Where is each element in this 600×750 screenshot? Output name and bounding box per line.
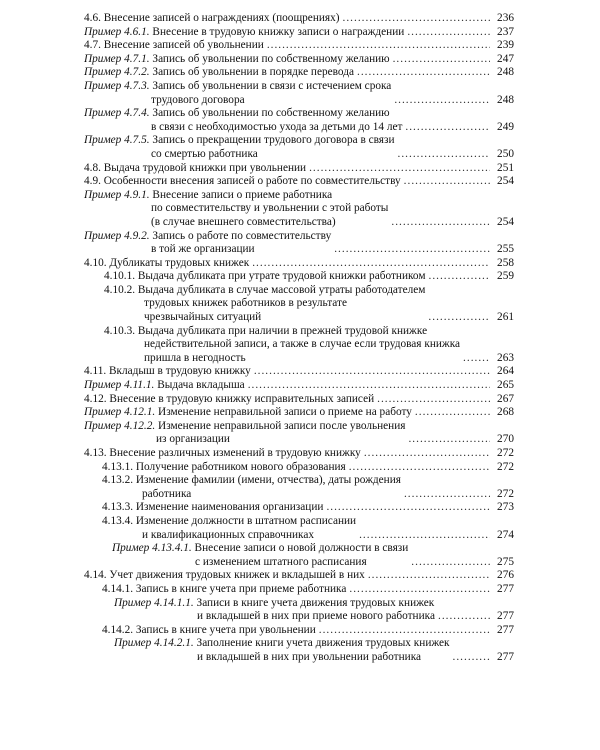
page-number: 251 — [497, 161, 514, 174]
toc-entry[interactable] — [84, 515, 514, 542]
toc-entry-title: Запись об увольнении по собственному желанию — [152, 52, 390, 65]
toc-entry-title: 4.14.1. Запись в книге учета при приеме работника — [102, 582, 347, 595]
toc-entry[interactable] — [84, 474, 514, 501]
dot-leader — [438, 610, 490, 624]
toc-entry[interactable] — [84, 53, 514, 67]
toc-entry-line — [84, 406, 412, 420]
toc-entry-text — [84, 80, 391, 107]
toc-entry-line: и квалификационных справочниках — [142, 528, 315, 541]
toc-entry[interactable] — [84, 257, 514, 271]
toc-entry[interactable] — [84, 447, 514, 461]
example-label: Пример 4.7.1. — [84, 52, 150, 65]
toc-entry-text — [84, 420, 405, 447]
example-label: Пример 4.7.5. — [84, 134, 150, 147]
page-number: 247 — [497, 52, 514, 65]
toc-entry-text — [84, 230, 331, 257]
dot-leader — [254, 365, 490, 379]
toc-entry[interactable] — [84, 270, 514, 284]
dot-leader — [393, 53, 490, 67]
toc-entry-text — [102, 474, 401, 501]
toc-entry-text — [102, 624, 316, 638]
toc-entry-line — [84, 230, 331, 244]
page-number: 249 — [497, 120, 514, 133]
page-number: 272 — [497, 460, 514, 473]
dot-leader — [326, 501, 490, 515]
toc-entry-line — [114, 637, 450, 651]
toc-entry-text — [114, 637, 450, 664]
dot-leader — [368, 569, 490, 583]
toc-entry-title: 4.10. Дубликаты трудовых книжек — [84, 256, 250, 269]
toc-entry-text — [84, 53, 390, 67]
toc-entry-text — [84, 365, 251, 379]
dot-leader — [343, 12, 490, 26]
toc-entry-text — [102, 515, 356, 542]
dot-leader — [407, 26, 490, 40]
example-label: Пример 4.6.1. — [84, 25, 150, 38]
page-number: 248 — [497, 93, 514, 106]
toc-entry-line — [84, 66, 354, 80]
page-number: 248 — [497, 66, 514, 79]
toc-entry-text — [84, 406, 412, 420]
toc-entry[interactable] — [84, 365, 514, 379]
toc-entry[interactable] — [84, 107, 514, 134]
toc-entry-text — [84, 257, 249, 271]
toc-entry-line — [104, 284, 425, 298]
example-label: Пример 4.11.1. — [84, 379, 155, 392]
dot-leader — [404, 488, 490, 502]
example-label: Пример 4.14.2.1. — [114, 637, 194, 650]
toc-entry[interactable] — [84, 406, 514, 420]
toc-entry-text — [84, 26, 404, 40]
example-label: Пример 4.7.3. — [84, 79, 150, 92]
toc-entry-line: пришла в негодность — [144, 351, 246, 364]
toc-entry-line — [102, 624, 316, 638]
page-number: 255 — [497, 243, 514, 256]
toc-entry[interactable] — [84, 162, 514, 176]
page-number: 277 — [497, 623, 514, 636]
toc-entry-line: из организации — [156, 433, 230, 446]
dot-leader — [411, 556, 490, 570]
page-number: 263 — [497, 351, 514, 364]
toc-entry-line — [104, 325, 460, 339]
toc-entry-line — [114, 597, 435, 611]
page-number: 254 — [497, 175, 514, 188]
toc-entry-line: недействительной записи, а также в случае если трудовая книжка — [144, 338, 461, 351]
toc-entry-title: 4.14. Учет движения трудовых книжек и вкладышей в них — [84, 569, 365, 582]
page-number: 277 — [497, 582, 514, 595]
toc-entry-line: работника — [142, 487, 192, 500]
toc-entry[interactable] — [84, 461, 514, 475]
dot-leader — [428, 311, 490, 325]
toc-entry-title: 4.13.4. Изменение должности в штатном расписании — [102, 514, 357, 527]
toc-entry-line: и вкладышей в них при увольнении работника — [197, 650, 422, 663]
toc-entry[interactable] — [84, 80, 514, 107]
dot-leader — [252, 257, 490, 271]
toc-entry-line: в той же организации — [151, 243, 255, 256]
toc-entry-line — [84, 39, 264, 53]
toc-entry-line: по совместительству и увольнении с этой работы — [151, 202, 389, 215]
toc-entry-line: чрезвычайных ситуаций — [144, 311, 262, 324]
page-number: 250 — [497, 147, 514, 160]
page-number: 265 — [497, 379, 514, 392]
page-number: 264 — [497, 365, 514, 378]
toc-entry-line: (в случае внешнего совместительства) — [151, 215, 336, 228]
toc-entry-text — [102, 461, 346, 475]
toc-entry[interactable] — [84, 379, 514, 393]
toc-entry[interactable] — [84, 189, 514, 230]
toc-entry-title: 4.13. Внесение различных изменений в трудовую книжку — [84, 447, 361, 459]
toc-entry-line — [102, 583, 346, 597]
toc-entry-title: 4.13.3. Изменение наименования организации — [102, 501, 324, 514]
toc-entry-text — [84, 393, 374, 407]
toc-entry-text — [84, 447, 361, 461]
toc-entry-line: трудового договора — [151, 93, 245, 106]
toc-entry-line — [84, 53, 390, 67]
dot-leader — [453, 651, 490, 665]
toc-entry-line — [84, 447, 361, 461]
toc-entry-text — [84, 379, 245, 393]
dot-leader — [319, 624, 490, 638]
toc-entry-text — [104, 325, 460, 366]
toc-entry-text — [84, 66, 354, 80]
page-number: 254 — [497, 215, 514, 228]
toc-entry-line — [84, 162, 306, 176]
dot-leader — [349, 583, 490, 597]
page-number: 273 — [497, 501, 514, 514]
page-number: 261 — [497, 311, 514, 324]
toc-entry-line — [84, 569, 365, 583]
toc-entry[interactable] — [84, 325, 514, 366]
page-number: 258 — [497, 256, 514, 269]
dot-leader — [248, 379, 490, 393]
toc-entry[interactable] — [84, 624, 514, 638]
toc-entry[interactable] — [84, 134, 514, 161]
dot-leader — [334, 243, 490, 257]
toc-entry-title: Выдача вкладыша — [157, 379, 245, 392]
toc-entry-text — [84, 162, 306, 176]
toc-entry-title: Записи в книге учета движения трудовых книжек — [196, 596, 435, 609]
toc-entry-line — [84, 379, 245, 393]
toc-entry-title: 4.12. Внесение в трудовую книжку исправительных записей — [84, 392, 375, 405]
toc-entry[interactable] — [84, 393, 514, 407]
toc-entry-title: Запись об увольнении в связи с истечением срока — [152, 79, 392, 92]
toc-entry-text — [84, 569, 365, 583]
toc-entry-title: 4.13.1. Получение работником нового образования — [102, 460, 346, 473]
dot-leader — [391, 216, 490, 230]
toc-entry-line — [84, 175, 401, 189]
page-number: 275 — [497, 555, 514, 568]
toc-entry[interactable] — [84, 12, 514, 26]
toc-entry-title: 4.10.3. Выдача дубликата при наличии в прежней трудовой книжке — [104, 324, 428, 337]
toc-entry-line: с изменением штатного расписания — [195, 555, 367, 568]
page-number: 277 — [497, 650, 514, 663]
toc-entry-line: со смертью работника — [151, 147, 258, 160]
toc-entry-line: и вкладышей в них при приеме нового работника — [197, 610, 435, 623]
dot-leader — [398, 148, 490, 162]
toc-entry-line — [84, 393, 374, 407]
example-label: Пример 4.13.4.1. — [112, 542, 192, 555]
toc-entry[interactable] — [84, 66, 514, 80]
example-label: Пример 4.12.2. — [84, 419, 156, 432]
toc-entry-title: 4.8. Выдача трудовой книжки при увольнении — [84, 161, 307, 174]
toc-entry[interactable] — [84, 637, 514, 664]
toc-entry-line — [84, 257, 249, 271]
example-label: Пример 4.9.1. — [84, 188, 150, 201]
toc-entry-title: 4.14.2. Запись в книге учета при увольнении — [102, 623, 316, 636]
toc-entry-text — [112, 542, 408, 569]
toc-entry-line — [84, 420, 405, 434]
toc-entry[interactable] — [84, 597, 514, 624]
toc-entry-title: Запись об увольнении по собственному желанию — [152, 107, 390, 120]
dot-leader — [408, 433, 490, 447]
toc-entry-text — [84, 12, 340, 26]
toc-entry-line — [84, 80, 391, 94]
toc-entry-line: в связи с необходимостью ухода за детьми до 14 лет — [151, 120, 403, 133]
dot-leader — [359, 529, 490, 543]
toc-entry[interactable] — [84, 569, 514, 583]
page-number: 277 — [497, 610, 514, 623]
toc-entry-text — [104, 270, 426, 284]
page-number: 270 — [497, 433, 514, 446]
toc-entry-title: Изменение неправильной записи после увольнения — [158, 419, 406, 432]
example-label: Пример 4.14.1.1. — [114, 596, 194, 609]
toc-entry-title: Заполнение книги учета движения трудовых книжек — [196, 637, 450, 650]
toc-entry[interactable] — [84, 583, 514, 597]
page-number: 268 — [497, 406, 514, 419]
toc-entry-line — [112, 542, 408, 556]
toc-entry-title: 4.11. Вкладыш в трудовую книжку — [84, 365, 251, 378]
example-label: Пример 4.9.2. — [84, 229, 150, 242]
toc-entry-title: 4.10.2. Выдача дубликата в случае массовой утраты работодателем — [104, 283, 426, 296]
toc-entry[interactable] — [84, 230, 514, 257]
toc-entry[interactable] — [84, 39, 514, 53]
dot-leader — [309, 162, 490, 176]
toc-entry-line — [84, 107, 402, 121]
toc-entry-title: Внесение записи о новой должности в связи — [194, 542, 409, 555]
table-of-contents — [84, 12, 514, 665]
toc-entry[interactable] — [84, 284, 514, 325]
toc-entry-line: трудовых книжек работников в результате — [144, 297, 347, 310]
toc-entry[interactable] — [84, 501, 514, 515]
toc-entry-title: Внесение записи о приеме работника — [152, 188, 333, 201]
toc-entry[interactable] — [84, 420, 514, 447]
toc-entry-text — [102, 501, 323, 515]
toc-entry-text — [84, 175, 401, 189]
toc-entry-line — [102, 501, 323, 515]
toc-entry-title: 4.9. Особенности внесения записей о работе по совместительству — [84, 175, 401, 188]
page-number: 259 — [497, 270, 514, 283]
dot-leader — [364, 447, 490, 461]
page-number: 274 — [497, 528, 514, 541]
dot-leader — [357, 66, 490, 80]
toc-entry-title: 4.13.2. Изменение фамилии (имени, отчества), даты рождения — [102, 474, 401, 487]
dot-leader — [405, 121, 490, 135]
toc-entry-text — [84, 107, 402, 134]
toc-entry[interactable] — [84, 542, 514, 569]
toc-entry-text — [114, 597, 435, 624]
toc-entry-text — [102, 583, 346, 597]
page-number: 239 — [497, 39, 514, 52]
toc-entry-line — [84, 26, 404, 40]
example-label: Пример 4.12.1. — [84, 406, 156, 419]
toc-entry-line — [102, 461, 346, 475]
page-number: 272 — [497, 447, 514, 459]
toc-entry[interactable] — [84, 175, 514, 189]
toc-entry-title: Изменение неправильной записи о приеме на работу — [158, 406, 412, 419]
toc-entry-line — [84, 134, 395, 148]
dot-leader — [415, 406, 490, 420]
dot-leader — [404, 175, 490, 189]
dot-leader — [394, 94, 490, 108]
toc-entry-line — [102, 515, 356, 529]
toc-entry-line — [102, 474, 401, 488]
page-number: 276 — [497, 569, 514, 582]
toc-entry[interactable] — [84, 26, 514, 40]
dot-leader — [267, 39, 490, 53]
toc-entry-line — [84, 189, 388, 203]
toc-entry-text — [84, 189, 388, 230]
toc-entry-title: 4.7. Внесение записей об увольнении — [84, 39, 264, 52]
page-number: 237 — [497, 25, 514, 38]
page-number: 236 — [497, 12, 514, 24]
toc-entry-line — [84, 365, 251, 379]
toc-entry-text — [84, 134, 395, 161]
dot-leader — [429, 270, 491, 284]
dot-leader — [463, 352, 490, 366]
dot-leader — [377, 393, 490, 407]
toc-entry-title: 4.10.1. Выдача дубликата при утрате трудовой книжки работником — [104, 270, 426, 283]
toc-entry-line — [104, 270, 426, 284]
toc-entry-title: Запись о прекращении трудового договора в связи — [152, 134, 395, 147]
example-label: Пример 4.7.2. — [84, 66, 150, 79]
toc-entry-title: Запись об увольнении в порядке перевода — [152, 66, 355, 79]
toc-entry-title: Внесение в трудовую книжку записи о награждении — [152, 25, 405, 38]
toc-entry-title: Запись о работе по совместительству — [152, 229, 332, 242]
toc-entry-line — [84, 12, 340, 26]
page-number: 272 — [497, 487, 514, 500]
toc-entry-title: 4.6. Внесение записей о награждениях (поощрениях) — [84, 12, 340, 24]
example-label: Пример 4.7.4. — [84, 107, 150, 120]
page-number: 267 — [497, 392, 514, 405]
dot-leader — [349, 461, 490, 475]
toc-entry-text — [104, 284, 425, 325]
toc-entry-text — [84, 39, 264, 53]
